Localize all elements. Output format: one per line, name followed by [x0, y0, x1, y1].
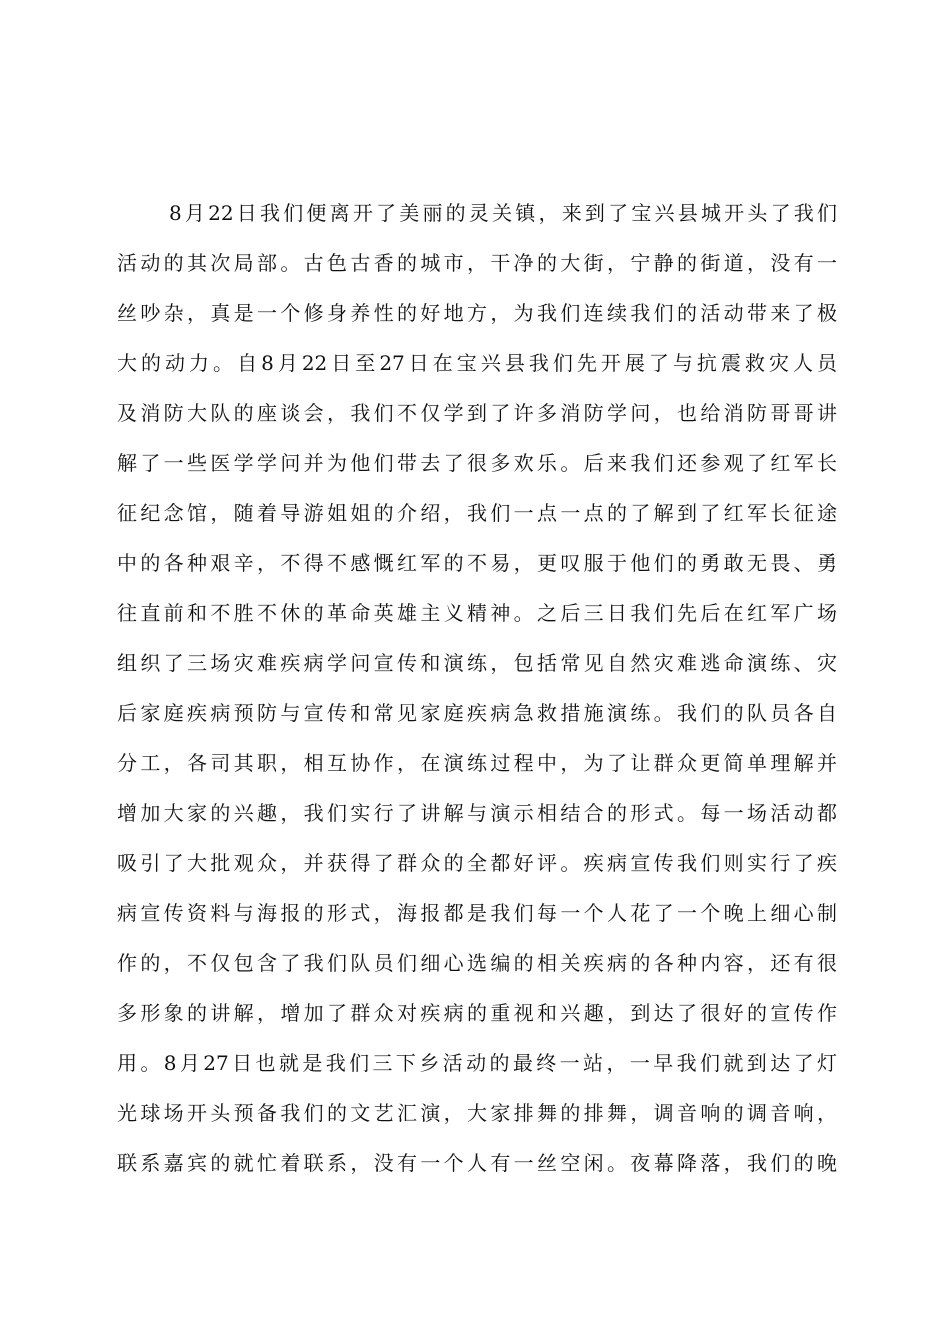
text-line: 组织了三场灾难疾病学问宣传和演练，包括常见自然灾难逃命演练、灾 [117, 650, 837, 675]
text-line: 作的，不仅包含了我们队员们细心选编的相关疾病的各种内容，还有很 [117, 950, 837, 975]
text-line: 大的动力。自8月22日至27日在宝兴县我们先开展了与抗震救灾人员 [117, 350, 837, 375]
text-line: 病宣传资料与海报的形式，海报都是我们每一个人花了一个晚上细心制 [117, 900, 837, 925]
text-line: 多形象的讲解，增加了群众对疾病的重视和兴趣，到达了很好的宣传作 [117, 1000, 837, 1025]
text-line: 中的各种艰辛，不得不感慨红军的不易，更叹服于他们的勇敢无畏、勇 [117, 550, 837, 575]
text-line: 往直前和不胜不休的革命英雄主义精神。之后三日我们先后在红军广场 [117, 600, 837, 625]
text-line: 8月22日我们便离开了美丽的灵关镇，来到了宝兴县城开头了我们 [169, 200, 837, 225]
text-line: 联系嘉宾的就忙着联系，没有一个人有一丝空闲。夜幕降落，我们的晚 [117, 1150, 837, 1175]
text-line: 后家庭疾病预防与宣传和常见家庭疾病急救措施演练。我们的队员各自 [117, 700, 837, 725]
text-line: 用。8月27日也就是我们三下乡活动的最终一站，一早我们就到达了灯 [117, 1050, 837, 1075]
text-line: 解了一些医学学问并为他们带去了很多欢乐。后来我们还参观了红军长 [117, 450, 837, 475]
text-line: 增加大家的兴趣，我们实行了讲解与演示相结合的形式。每一场活动都 [117, 800, 837, 825]
text-line: 丝吵杂，真是一个修身养性的好地方，为我们连续我们的活动带来了极 [117, 300, 837, 325]
body-paragraph [117, 186, 837, 1186]
text-line: 及消防大队的座谈会，我们不仅学到了许多消防学问，也给消防哥哥讲 [117, 400, 837, 425]
text-line: 分工，各司其职，相互协作，在演练过程中，为了让群众更简单理解并 [117, 750, 837, 775]
text-line: 吸引了大批观众，并获得了群众的全都好评。疾病宣传我们则实行了疾 [117, 850, 837, 875]
text-line: 征纪念馆，随着导游姐姐的介绍，我们一点一点的了解到了红军长征途 [117, 500, 837, 525]
text-line: 活动的其次局部。古色古香的城市，干净的大街，宁静的街道，没有一 [117, 250, 837, 275]
text-line: 光球场开头预备我们的文艺汇演，大家排舞的排舞，调音响的调音响， [117, 1100, 837, 1125]
